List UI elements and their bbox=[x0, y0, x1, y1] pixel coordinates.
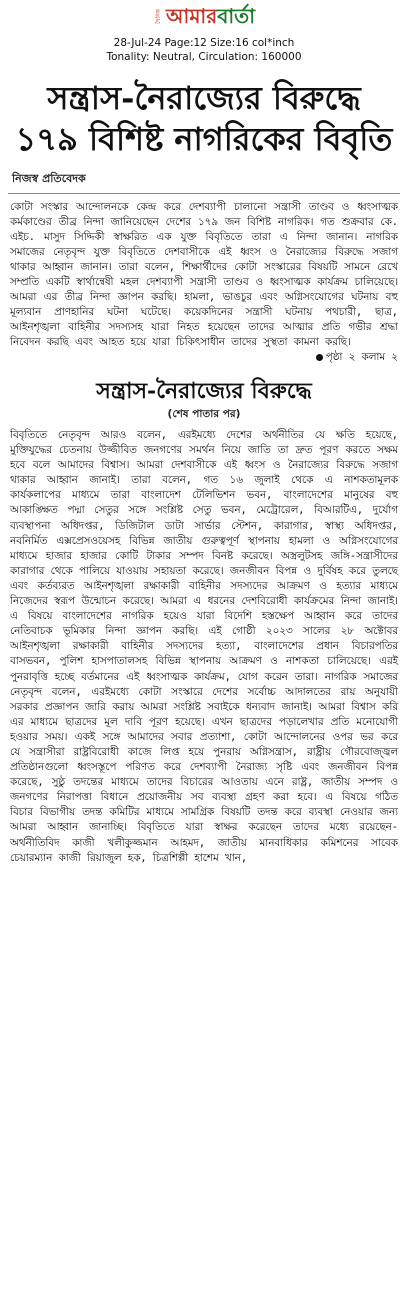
newspaper-logo bbox=[153, 6, 255, 27]
divider bbox=[8, 193, 400, 194]
bullet-icon bbox=[316, 354, 323, 361]
logo-small-text: দৈনিক bbox=[155, 8, 162, 25]
continuation-headline: সন্ত্রাস-নৈরাজ্যের বিরুদ্ধে bbox=[96, 378, 312, 404]
clipping-meta bbox=[0, 36, 408, 64]
meta-date-page-size: 28-Jul-24 Page:12 Size:16 col*inch bbox=[113, 37, 295, 49]
jump-text: পৃষ্ঠা ২ কলাম ২ bbox=[325, 351, 398, 363]
continuation-body: বিবৃতিতে নেতৃবৃন্দ আরও বলেন, এরইমধ্যে দেশের অর্থনীতির যে ক্ষতি হয়েছে, মুক্তিযুদ্ধের চেতনায় উজ্জীবিত জনগণের সমর্থন নিয়ে জাতি তা দ্রুত পূরণ করতে সক্ষম হবে বলে আমাদের বিশ্বাস। আমরা দেশবাসীকে এই ধ্বংস ও নৈরাজ্যের বিরুদ্ধে সজাগ থাকার আহ্বান জানাই। তারা বলেন, গত ১৬ জুলাই থেকে এ নাশকতামূলক কার্যকলাপের মাধ্যমে তারা বাংলাদেশ টেলিভিশন ভবন, বাংলাদেশের মানুষের বহু আকাঙ্ক্ষিত পদ্মা সেতুর সঙ্গে সংশ্লিষ্ট সেতু ভবন, মেট্রোরেল, বিআরটিএ, দুর্যোগ ব্যবস্থাপনা অধিদপ্তর, ডিজিটাল ডাটা সার্ভার স্টেশন, কারাগার, স্বাস্থ্য অধিদপ্তর, নবনির্মিত এক্সপ্রেসওয়েসহ বিভিন্ন জাতীয় গুরুত্বপূর্ণ স্থাপনায় হামলা ও অগ্নিসংযোগের মাধ্যমে হাজার হাজার কোটি টাকার সম্পদ বিনষ্ট করেছে। অস্ত্রলুটসহ জঙ্গি-সন্ত্রাসীদের কারাগার থেকে পালিয়ে যাওয়ায় সহায়তা করেছে। জনজীবন বিপন্ন ও দুর্বিষহ করে তুলছে এবং কর্তব্যরত আইনশৃঙ্খলা রক্ষাকারী বাহিনীর সদস্যদের আক্রমণ ও হত্যার মাধ্যমে নিজেদের স্বরূপ উন্মোচন করেছে। আমরা এ ধরনের দেশবিরোধী কার্যক্রমের নিন্দা জানাই। এ বিষয়ে বাংলাদেশের নাগরিক হয়েও যারা বিদেশি হস্তক্ষেপ আহ্বান করে তাদের নেতিবাচক ভূমিকার নিন্দা জ্ঞাপন করছি। এই গোষ্ঠী ২০২৩ সালের ২৮ অক্টোবর আইনশৃঙ্খলা রক্ষাকারী বাহিনীর সদস্যদের হত্যা, বাংলাদেশের প্রধান বিচারপতির বাসভবন, পুলিশ হাসপাতালসহ বিভিন্ন স্থাপনায় আক্রমণ ও নাশকতা চালিয়েছে। এরই পুনরাবৃত্তি হচ্ছে বর্তমানের এই ধ্বংসাত্মক কার্যক্রম, যোগ করেন তারা। নাগরিক সমাজের নেতৃবৃন্দ বলেন, এরইমধ্যে কোটা সংস্কারে দেশের সর্বোচ্চ আদালতের রায় অনুযায়ী সরকার প্রজ্ঞাপন জারি করায় আমরা সংশ্লিষ্ট সবাইকে ধন্যবাদ জানাই। আমরা বিশ্বাস করি এর মাধ্যমে ছাত্রদের মূল দাবি পূরণ হয়েছে। এখন ছাত্রদের পড়ালেখার প্রতি মনোযোগী হওয়ার সময়। একই সঙ্গে আমাদের সবার প্রত্যাশা, কোটা আন্দোলনের ওপর ভর করে যে সন্ত্রাসীরা রাষ্ট্রবিরোধী কাজে লিপ্ত হয়ে পুনরায় অগ্নিসন্ত্রাস, রাষ্ট্রীয় গৌরবোজ্জ্বল প্রতিষ্ঠানগুলো ধ্বংসস্তূপে পরিণত করে দেশব্যাপী নৈরাজ্য সৃষ্টি এবং জনজীবন বিপন্ন করেছে, সুষ্ঠু তদন্তের মাধ্যমে তাদের বিচারের আওতায় এনে রাষ্ট্র, জাতীয় সম্পদ ও জনগণের নিরাপত্তা বিধানে প্রয়োজনীয় সব ব্যবস্থা গ্রহণ করা হবে। এ বিষয়ে গঠিত বিচার বিভাগীয় তদন্ত কমিটির মাধ্যমে সামগ্রিক বিষয়টি তদন্ত করে ব্যবস্থা নেওয়ার জন্য আমরা আহ্বান জানাচ্ছি। বিবৃতিতে যারা স্বাক্ষর করেছেন তাদের মধ্যে রয়েছেন- অর্থনীতিবিদ কাজী খলীকুজ্জমান আহমদ, জাতীয় মানবাধিকার কমিশনের সাবেক চেয়ারম্যান কাজী রিয়াজুল হক, চিত্রশিল্পী হাশেম খান, bbox=[10, 429, 398, 864]
logo-part-2: বার্তা bbox=[217, 4, 255, 28]
article-headline: সন্ত্রাস-নৈরাজ্যের বিরুদ্ধে ১৭৯ বিশিষ্ট নাগরিকের বিবৃতি bbox=[15, 79, 393, 158]
continuation-note: (শেষ পাতার পর) bbox=[167, 408, 241, 420]
article-body: কোটা সংস্কার আন্দোলনকে কেন্দ্র করে দেশব্যাপী চালানো সন্ত্রাসী তাণ্ডব ও ধ্বংসাত্মক কর্মকাণ্ডের তীব্র নিন্দা জানিয়েছেন দেশের ১৭৯ জন বিশিষ্ট নাগরিক। গত শুক্রবার কে. এইচ. মাসুদ সিদ্দিকী স্বাক্ষরিত এক যুক্ত বিবৃতিতে তারা এ নিন্দা জানান। নাগরিক সমাজের নেতৃবৃন্দ যুক্ত বিবৃতিতে দেশবাসীকে এই ধ্বংস ও নৈরাজ্যের বিরুদ্ধে সজাগ থাকার আহ্বান জানান। তারা বলেন, শিক্ষার্থীদের কোটা সংস্কারের বিষয়টি সামনে রেখে সম্প্রতি একটি স্বার্থান্বেষী মহল দেশব্যাপী সন্ত্রাসী তাণ্ডব ও ধ্বংসাত্মক কার্যক্রম চালিয়েছে। আমরা এর তীব্র নিন্দা জ্ঞাপন করছি। হামলা, ভাঙচুর এবং অগ্নিসংযোগের ঘটনায় বহু মূল্যবান প্রাণহানির ঘটনা ঘটেছে। কয়েকদিনের সন্ত্রাসী ঘটনায় পথচারী, ছাত্র, আইনশৃঙ্খলা বাহিনীর সদস্যসহ যারা নিহত হয়েছেন তাদের আত্মার প্রতি গভীর শ্রদ্ধা নিবেদন করছি এবং আহত হয়ে যারা চিকিৎসাধীন তাদের সুস্থতা কামনা করছি। bbox=[10, 201, 398, 348]
logo-part-1: আমার bbox=[166, 4, 218, 28]
continued-on bbox=[10, 350, 398, 365]
masthead bbox=[0, 0, 408, 36]
article-byline: নিজস্ব প্রতিবেদক bbox=[12, 172, 86, 185]
meta-tonality-circulation: Tonality: Neutral, Circulation: 160000 bbox=[106, 51, 302, 63]
